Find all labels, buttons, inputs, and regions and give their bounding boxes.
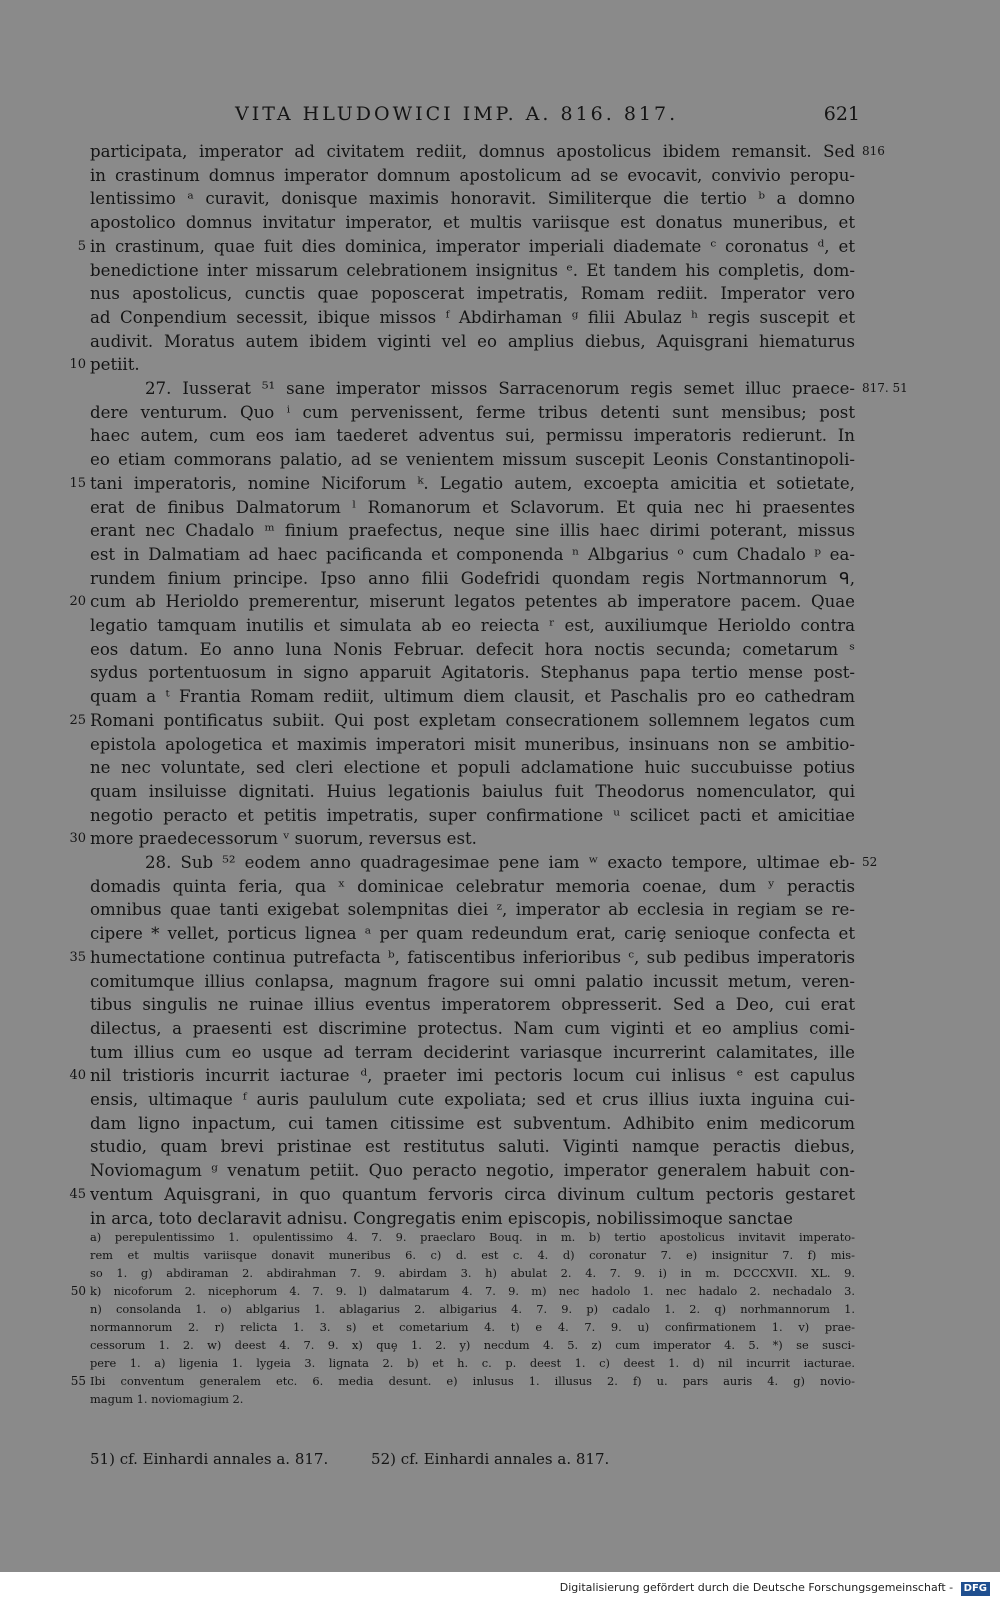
text-line: in arca, toto declaravit adnisu. Congregatis enim episcopis, nobilissimoque sanctae (90, 1208, 793, 1228)
text-line: benedictione inter missarum celebrationem insignitus ᵉ. Et tandem his completis, dom- (90, 260, 855, 280)
text-line: audivit. Moratus autem ibidem viginti vel eo amplius diebus, Aquisgrani hiematurus (90, 331, 855, 351)
text-line: participata, imperator ad civitatem rediit, domnus apostolicus ibidem remansit. Sed (90, 142, 855, 161)
text-line: tani imperatoris, nomine Niciforum ᵏ. Legatio autem, excoepta amicitia et sotietate, (90, 473, 855, 493)
page-header (90, 103, 860, 133)
text-line: erat de finibus Dalmatorum ˡ Romanorum et Sclavorum. Et quia nec hi praesentes (90, 497, 855, 517)
footnote-line: magum 1. noviomagium 2. (90, 1392, 244, 1406)
text-line: rundem finium principe. Ipso anno filii Godefridi quondam regis Nortmannorum ᑫ, (90, 568, 855, 588)
text-line: eos datum. Eo anno luna Nonis Februar. defecit hora noctis secunda; cometarum ˢ (90, 639, 855, 659)
text-line: comitumque illius conlapsa, magnum fragore sui omni palatio incussit metum, veren- (90, 971, 855, 991)
text-line: cum ab Herioldo premerentur, miserunt legatos petentes ab imperatore pacem. Quae (90, 592, 855, 612)
credit-text: Digitalisierung gefördert durch die Deutsche Forschungsgemeinschaft - (559, 1581, 954, 1594)
text-line: ne nec voluntate, sed cleri electione et populi adclamatione huic succubuisse potius (90, 758, 855, 778)
text-line: apostolico domnus invitatur imperator, et multis variisque est donatus muneribus, et (90, 213, 855, 233)
text-line: nus apostolicus, cunctis quae poposcerat impetratis, Romam rediit. Imperator vero (90, 284, 855, 304)
text-line: ventum Aquisgrani, in quo quantum fervoris circa divinum cultum pectoris gestaret (90, 1184, 855, 1204)
text-line: haec autem, cum eos iam taederet adventus sui, permissu imperatoris redierunt. In (90, 426, 855, 446)
page-number: 621 (823, 103, 860, 125)
text-line: domadis quinta feria, qua ˣ dominicae celebratur memoria coenae, dum ʸ peractis (90, 876, 855, 896)
text-line: epistola apologetica et maximis imperatori misit muneribus, insinuans non se ambitio- (90, 734, 855, 754)
line-number: 15 (69, 475, 86, 491)
footnote-line: pere 1. a) ligenia 1. lygeia 3. lignata 2. b) et h. c. p. deest 1. c) deest 1. d) nil incurrit iacturae. (90, 1356, 855, 1370)
text-line: humectatione continua putrefacta ᵇ, fatiscentibus inferioribus ᶜ, sub pedibus imperatoris (90, 947, 855, 967)
running-title: VITA HLUDOWICI IMP. A. 816. 817. (235, 103, 679, 125)
source-note: 52) cf. Einhardi annales a. 817. (371, 1450, 610, 1468)
text-line: legatio tamquam inutilis et simulata ab eo reiecta ʳ est, auxiliumque Herioldo contra (90, 616, 855, 635)
text-line: Noviomagum ᵍ venatum petiit. Quo peracto negotio, imperator generalem habuit con- (90, 1161, 855, 1181)
line-number: 20 (69, 594, 86, 610)
margin-year: 816 (862, 144, 885, 158)
line-number: 10 (69, 357, 86, 373)
text-line: in crastinum, quae fuit dies dominica, imperator imperiali diademate ᶜ coronatus ᵈ, et (90, 236, 855, 256)
text-line: 28. Sub ⁵² eodem anno quadragesimae pene iam ʷ exacto tempore, ultimae eb- (145, 853, 855, 872)
line-number: 45 (69, 1186, 86, 1202)
margin-year: 52 (862, 855, 878, 869)
text-line: est in Dalmatiam ad haec pacificanda et componenda ⁿ Albgarius ᵒ cum Chadalo ᵖ ea- (90, 544, 855, 564)
footnote-line: cessorum 1. 2. w) deest 4. 7. 9. x) quȩ 1. 2. y) necdum 4. 5. z) cum imperator 4. 5. *) se susci- (90, 1338, 855, 1352)
text-line: ad Conpendium secessit, ibique missos ᶠ Abdirhaman ᵍ filii Abulaz ʰ regis suscepit et (90, 307, 855, 327)
footnote-line: normannorum 2. r) relicta 1. 3. s) et cometarium 4. t) e 4. 7. 9. u) confirmationem 1. v) prae- (90, 1320, 855, 1334)
text-line: studio, quam brevi pristinae est restitutus saluti. Viginti namque peractis diebus, (90, 1137, 855, 1157)
text-line: more praedecessorum ᵛ suorum, reversus est. (90, 829, 477, 849)
line-number: 35 (69, 949, 86, 965)
text-line: omnibus quae tanti exigebat solempnitas diei ᶻ, imperator ab ecclesia in regiam se re- (90, 900, 855, 920)
text-line: 27. Iusserat ⁵¹ sane imperator missos Sarracenorum regis semet illuc praece- (145, 379, 855, 398)
text-line: lentissimo ᵃ curavit, donisque maximis honoravit. Similiterque die tertio ᵇ a domno (90, 189, 855, 209)
text-line: petiit. (90, 355, 140, 375)
footnote-line: so 1. g) abdiraman 2. abdirahman 7. 9. abirdam 3. h) abulat 2. 4. 7. 9. i) in m. DCCCXVII. XL. 9. (90, 1266, 855, 1280)
footnote-line: rem et multis variisque donavit muneribus 6. c) d. est c. 4. d) coronatur 7. e) insignitur 7. f) mis- (90, 1248, 855, 1262)
source-note: 51) cf. Einhardi annales a. 817. (90, 1450, 329, 1468)
text-line: dilectus, a praesenti est discrimine protectus. Nam cum viginti et eo amplius comi- (90, 1018, 855, 1038)
line-number: 5 (77, 238, 86, 254)
line-number: 30 (69, 831, 86, 847)
text-line: Romani pontificatus subiit. Qui post expletam consecrationem sollemnem legatos cum (90, 710, 855, 730)
text-line: dere venturum. Quo ⁱ cum pervenissent, ferme tribus detenti sunt mensibus; post (90, 402, 855, 422)
text-line: quam a ᵗ Frantia Romam rediit, ultimum diem clausit, et Paschalis pro eo cathedram (90, 687, 855, 707)
text-line: negotio peracto et petitis impetratis, super confirmatione ᵘ scilicet pacti et amicitiae (90, 805, 855, 825)
text-line: cipere * vellet, porticus lignea ᵃ per quam redeundum erat, cariȩ senioque confecta et (90, 924, 855, 944)
text-line: eo etiam commorans palatio, ad se venientem missum suscepit Leonis Constantinopoli- (90, 450, 855, 470)
text-line: dam ligno inpactum, cui tamen citissime est subventum. Adhibito enim medicorum (90, 1113, 855, 1133)
text-line: tum illius cum eo usque ad terram deciderint variasque incurrerint calamitates, ille (90, 1042, 855, 1062)
text-line: nil tristioris incurrit iacturae ᵈ, praeter imi pectoris locum cui inlisus ᵉ est capulus (90, 1066, 855, 1086)
footnote-line: Ibi conventum generalem etc. 6. media desunt. e) inlusus 1. illusus 2. f) u. pars auris 4. g) novio- (90, 1374, 855, 1388)
footnote-line-number: 50 (70, 1284, 86, 1298)
text-line: tibus singulis ne ruinae illius eventus imperatorem obpresserit. Sed a Deo, cui erat (90, 995, 855, 1015)
footnote-line: k) nicoforum 2. nicephorum 4. 7. 9. l) dalmatarum 4. 7. 9. m) nec hadolo 1. nec hadalo 2. nechadalo 3. (90, 1284, 855, 1298)
text-line: in crastinum domnus imperator domnum apostolicum ad se evocavit, convivio peropu- (90, 165, 855, 185)
digitization-credit (560, 1580, 990, 1596)
line-number: 40 (69, 1068, 86, 1084)
footnote-line: n) consolanda 1. o) ablgarius 1. ablagarius 2. albigarius 4. 7. 9. p) cadalo 1. 2. q) norhmannorum 1. (90, 1302, 855, 1316)
text-line: ensis, ultimaque ᶠ auris paululum cute expoliata; sed et crus illius iuxta inguina cui- (90, 1090, 855, 1109)
footnote-line: a) perepulentissimo 1. opulentissimo 4. 7. 9. praeclaro Bouq. in m. b) tertio apostolicus invitavit imperato- (90, 1230, 855, 1244)
text-line: quam insiluisse dignitati. Huius legationis baiulus fuit Theodorus nomenculator, qui (90, 781, 855, 801)
text-line: sydus portentuosum in signo apparuit Agitatoris. Stephanus papa tertio mense post- (90, 663, 855, 683)
footnote-line-number: 55 (70, 1374, 86, 1388)
text-line: erant nec Chadalo ᵐ finium praefectus, neque sine illis haec dirimi poterant, missus (90, 521, 855, 541)
line-number: 25 (69, 712, 86, 728)
source-notes (90, 1447, 855, 1471)
dfg-logo: DFG (961, 1582, 990, 1596)
margin-year: 817. 51 (862, 381, 908, 395)
